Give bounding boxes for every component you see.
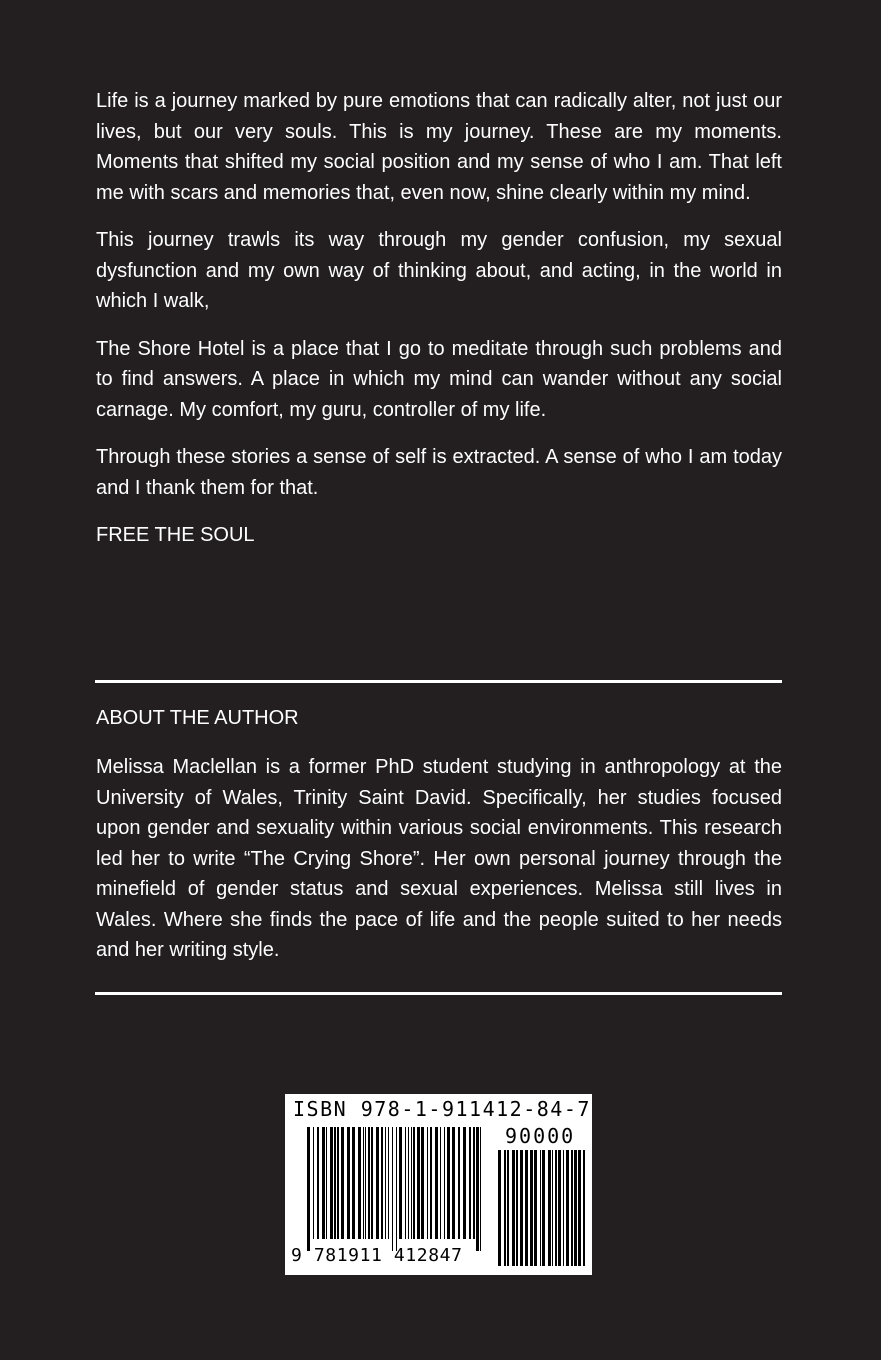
about-author-heading: ABOUT THE AUTHOR	[96, 707, 299, 729]
addon-bar-13	[555, 1150, 557, 1266]
ean-bar-23	[405, 1127, 406, 1239]
blurb-paragraph-3: The Shore Hotel is a place that I go to meditate through such problems and to find answers. A place in which my mind can wander without any social carnage. My comfort, my guru, controller of my life.	[96, 337, 782, 421]
ean-bar-29	[427, 1127, 428, 1239]
ean-bar-12	[363, 1127, 364, 1239]
ean-bar-15	[371, 1127, 373, 1239]
ean-bar-26	[413, 1127, 415, 1239]
addon-bar-11	[548, 1150, 551, 1266]
addon-bar-1	[504, 1150, 506, 1266]
ean-bar-24	[408, 1127, 409, 1239]
ean-bar-10	[352, 1127, 355, 1239]
ean-bar-32	[440, 1127, 441, 1239]
ean-bar-13	[365, 1127, 366, 1239]
ean-bar-6	[334, 1127, 336, 1239]
ean-bar-5	[330, 1127, 333, 1239]
divider-top	[95, 680, 782, 683]
ean-bar-28	[421, 1127, 424, 1239]
barcode-digits: 9 781911 412847	[291, 1245, 463, 1266]
ean-bar-33	[444, 1127, 445, 1239]
ean-bar-40	[476, 1127, 479, 1251]
ean-bar-35	[452, 1127, 455, 1239]
about-author-section	[96, 703, 782, 966]
ean-bar-8	[341, 1127, 344, 1239]
addon-bar-9	[540, 1150, 541, 1266]
blurb-section	[96, 86, 782, 568]
ean-bar-4	[326, 1127, 327, 1239]
addon-bar-8	[534, 1150, 537, 1266]
addon-bar-0	[498, 1150, 501, 1266]
ean-bar-36	[458, 1127, 460, 1239]
blurb-paragraph-4: Through these stories a sense of self is extracted. A sense of who I am today and I thank them for that.	[96, 446, 782, 499]
ean-bar-7	[337, 1127, 339, 1239]
addon-bar-16	[566, 1150, 569, 1266]
ean-bar-41	[480, 1127, 481, 1251]
ean-bar-25	[411, 1127, 412, 1239]
about-author-text: Melissa Maclellan is a former PhD student studying in anthropology at the University of Wales, Trinity Saint David. Specifically, her studies focused upon gender and sexuality within various social environments. This research led her to write “The Crying Shore”. Her own personal journey through the minefield of gender status and sexual experiences. Melissa still lives in Wales. Where she finds the pace of life and the people suited to her needs and her writing style.	[96, 756, 782, 961]
ean-bar-30	[430, 1127, 432, 1239]
divider-bottom	[95, 992, 782, 995]
addon-bar-14	[558, 1150, 561, 1266]
ean-bar-39	[473, 1127, 475, 1239]
isbn-barcode	[285, 1094, 592, 1275]
ean-bar-1	[313, 1127, 314, 1239]
addon-bar-10	[542, 1150, 545, 1266]
addon-bar-5	[520, 1150, 523, 1266]
ean-bar-37	[463, 1127, 466, 1239]
addon-bar-15	[563, 1150, 564, 1266]
ean-bar-27	[417, 1127, 420, 1239]
ean-bar-0	[307, 1127, 310, 1251]
ean-bar-31	[435, 1127, 438, 1239]
ean-bar-20	[392, 1127, 393, 1251]
addon-bar-12	[552, 1150, 553, 1266]
blurb-paragraph-1: Life is a journey marked by pure emotions that can radically alter, not just our lives, but our very souls. This is my journey. These are my moments. Moments that shifted my social position and my sense of who I am. That left me with scars and memories that, even now, shine clearly within my mind.	[96, 90, 782, 204]
addon-bar-19	[578, 1150, 581, 1266]
addon-bar-7	[530, 1150, 533, 1266]
isbn-label: ISBN 978-1-911412-84-7	[293, 1097, 591, 1121]
ean-bar-17	[381, 1127, 383, 1239]
blurb-tagline: FREE THE SOUL	[96, 524, 255, 546]
ean-bar-34	[447, 1127, 450, 1239]
ean-bar-11	[358, 1127, 361, 1239]
addon-bar-4	[516, 1150, 518, 1266]
blurb-paragraph-2: This journey trawls its way through my gender confusion, my sexual dysfunction and my own way of thinking about, and acting, in the world in which I walk,	[96, 229, 782, 312]
ean-bar-22	[399, 1127, 402, 1239]
addon-bar-6	[525, 1150, 528, 1266]
ean-bar-18	[385, 1127, 386, 1239]
ean-bar-19	[388, 1127, 389, 1239]
addon-bar-2	[507, 1150, 509, 1266]
ean-bar-9	[347, 1127, 350, 1239]
addon-bar-18	[574, 1150, 577, 1266]
ean-bar-14	[368, 1127, 370, 1239]
addon-bar-17	[571, 1150, 573, 1266]
ean-bar-3	[322, 1127, 325, 1239]
addon-bar-20	[583, 1150, 585, 1266]
ean-bar-38	[469, 1127, 471, 1239]
ean-bar-21	[396, 1127, 397, 1251]
ean-bar-16	[376, 1127, 379, 1239]
addon-bar-3	[512, 1150, 515, 1266]
ean-bar-2	[317, 1127, 319, 1239]
addon-label: 90000	[505, 1124, 576, 1148]
